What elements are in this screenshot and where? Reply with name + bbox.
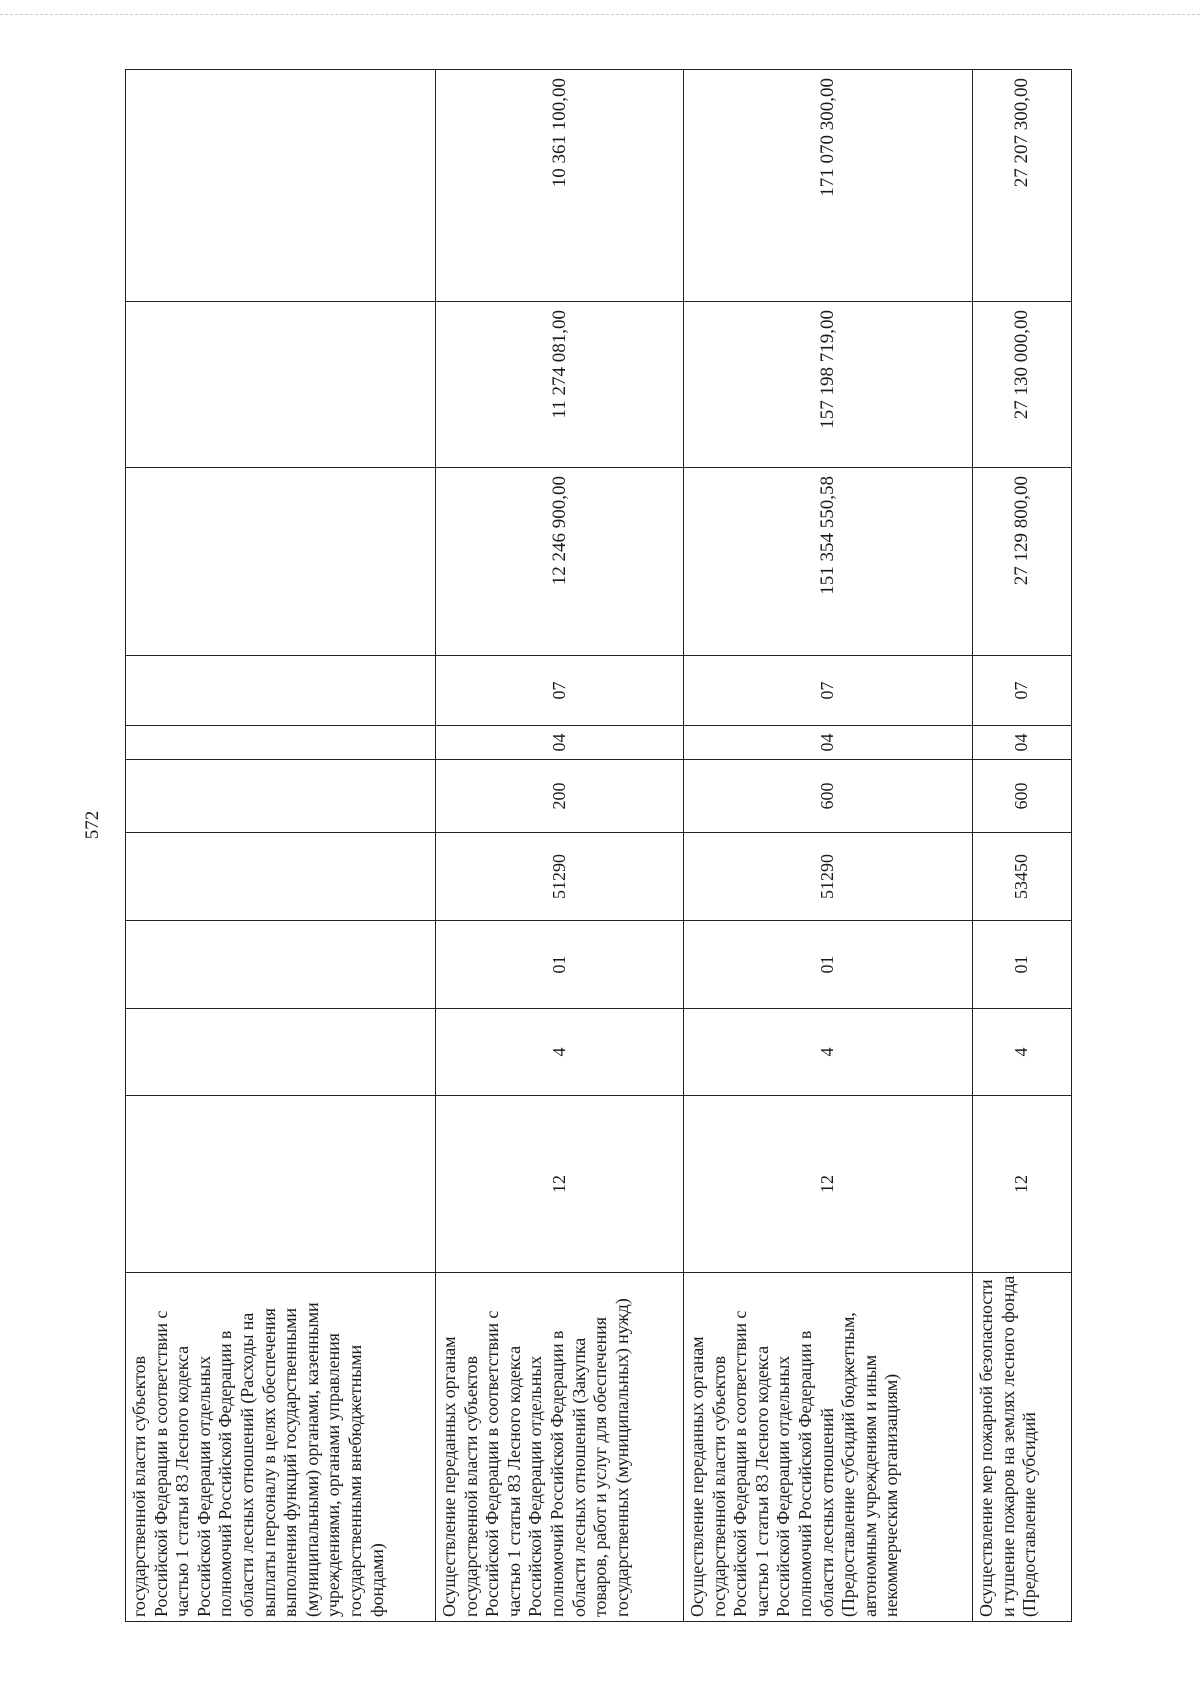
code-cell: 07 [436, 656, 684, 726]
code-cell: 51290 [436, 833, 684, 921]
amount-year-3: 171 070 300,00 [684, 70, 973, 302]
table-row [126, 70, 436, 1622]
code-cell: 07 [684, 656, 973, 726]
code-cell: 01 [973, 921, 1072, 1009]
code-cell: 12 [684, 1096, 973, 1273]
code-cell: 04 [684, 726, 973, 760]
amount-year-2 [126, 302, 436, 468]
code-cell: 600 [684, 760, 973, 833]
row-description: Осуществление мер пожарной безопасности и тушение пожаров на землях лесного фонда (Предоставление субсидий [973, 1273, 1072, 1622]
code-cell: 04 [436, 726, 684, 760]
row-description: Осуществление переданных органам государственной власти субъектов Российской Федерации в соответствии с частью 1 статьи 83 Лесного кодекса Российской Федерации отдельных полномочий Российской Федерации в области лесных отношений (Закупка товаров, работ и услуг для обеспечения государственных (муниципальных) нужд) [436, 1273, 684, 1622]
amount-year-2: 157 198 719,00 [684, 302, 973, 468]
amount-year-1: 12 246 900,00 [436, 468, 684, 656]
code-cell [126, 833, 436, 921]
code-cell: 07 [973, 656, 1072, 726]
code-cell: 51290 [684, 833, 973, 921]
code-cell [126, 921, 436, 1009]
table-row [684, 70, 973, 1622]
table-row [436, 70, 684, 1622]
amount-year-1: 151 354 550,58 [684, 468, 973, 656]
code-cell: 12 [973, 1096, 1072, 1273]
code-cell [126, 656, 436, 726]
code-cell: 53450 [973, 833, 1072, 921]
amount-year-1: 27 129 800,00 [973, 468, 1072, 656]
code-cell [126, 1009, 436, 1096]
amount-year-3: 27 207 300,00 [973, 70, 1072, 302]
scan-edge-line [0, 14, 1200, 15]
amount-year-2: 11 274 081,00 [436, 302, 684, 468]
budget-table [125, 69, 1072, 1622]
code-cell: 01 [684, 921, 973, 1009]
row-description: Осуществление переданных органам государственной власти субъектов Российской Федерации в соответствии с частью 1 статьи 83 Лесного кодекса Российской Федерации отдельных полномочий Российской Федерации в области лесных отношений (Предоставление субсидий бюджетным, автономным учреждениям и иным некоммерческим организациям) [684, 1273, 973, 1622]
code-cell: 01 [436, 921, 684, 1009]
code-cell [126, 726, 436, 760]
code-cell: 200 [436, 760, 684, 833]
code-cell: 4 [436, 1009, 684, 1096]
budget-table-sheet [125, 70, 1071, 1622]
code-cell [126, 1096, 436, 1273]
amount-year-3 [126, 70, 436, 302]
code-cell: 4 [973, 1009, 1072, 1096]
code-cell: 4 [684, 1009, 973, 1096]
table-row [973, 70, 1072, 1622]
page-number: 572 [82, 810, 103, 840]
code-cell: 04 [973, 726, 1072, 760]
row-description: государственной власти субъектов Российской Федерации в соответствии с частью 1 статьи 83 Лесного кодекса Российской Федерации отдельных полномочий Российской Федерации в области лесных отношений (Расходы на выплаты персоналу в целях обеспечения выполнения функций государственными (муниципальными) органами, казенными учреждениями, органами управления государственными внебюджетными фондами) [126, 1273, 436, 1622]
amount-year-3: 10 361 100,00 [436, 70, 684, 302]
code-cell: 600 [973, 760, 1072, 833]
amount-year-2: 27 130 000,00 [973, 302, 1072, 468]
code-cell [126, 760, 436, 833]
amount-year-1 [126, 468, 436, 656]
code-cell: 12 [436, 1096, 684, 1273]
